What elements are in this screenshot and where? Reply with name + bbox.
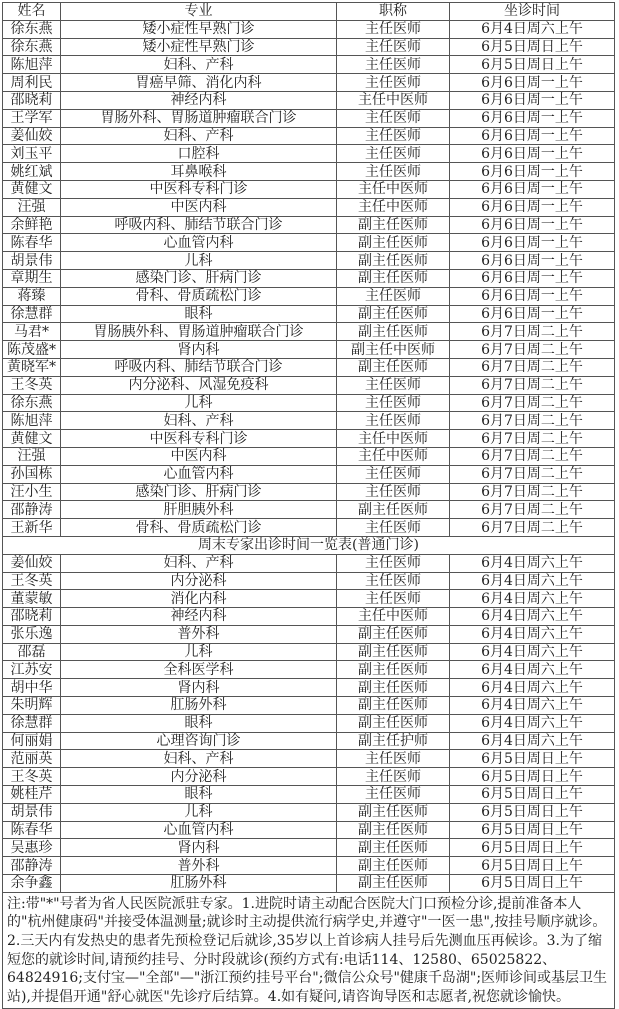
doctor-title: 副主任医师: [337, 216, 450, 234]
clinic-time: 6月5日周日上午: [450, 750, 615, 768]
doctor-name: 陈旭萍: [3, 412, 61, 430]
schedule-sheet: [2, 2, 614, 1009]
doctor-title: 主任医师: [337, 127, 450, 145]
specialty: 矮小症性早熟门诊: [61, 20, 337, 38]
table-row: [3, 519, 615, 537]
doctor-title: 主任医师: [337, 109, 450, 127]
header-name: 姓名: [3, 3, 61, 21]
clinic-time: 6月6日周一上午: [450, 198, 615, 216]
specialty: 感染门诊、肝病门诊: [61, 483, 337, 501]
doctor-name: 姚红斌: [3, 163, 61, 181]
doctor-title: 副主任护师: [337, 732, 450, 750]
doctor-name: 王冬英: [3, 572, 61, 590]
clinic-time: 6月4日周六上午: [450, 679, 615, 697]
table-row: [3, 109, 615, 127]
doctor-title: 主任医师: [337, 750, 450, 768]
doctor-title: 副主任医师: [337, 625, 450, 643]
doctor-name: 徐慧群: [3, 714, 61, 732]
doctor-title: 主任中医师: [337, 608, 450, 626]
specialty: 耳鼻喉科: [61, 163, 337, 181]
specialty: 骨科、骨质疏松门诊: [61, 519, 337, 537]
doctor-name: 刘玉平: [3, 145, 61, 163]
doctor-title: 副主任医师: [337, 875, 450, 893]
doctor-name: 邵磊: [3, 643, 61, 661]
doctor-title: 主任中医师: [337, 447, 450, 465]
weekend-table-row: [3, 697, 615, 715]
specialty: 儿科: [61, 643, 337, 661]
table-row: [3, 91, 615, 109]
weekend-table-row: [3, 875, 615, 893]
doctor-title: 副主任医师: [337, 661, 450, 679]
clinic-time: 6月6日周一上午: [450, 180, 615, 198]
weekend-table-row: [3, 643, 615, 661]
weekend-table-row: [3, 625, 615, 643]
specialty: 内分泌科、风湿免疫科: [61, 376, 337, 394]
doctor-title: 副主任医师: [337, 501, 450, 519]
table-row: [3, 394, 615, 412]
table-row: [3, 216, 615, 234]
clinic-time: 6月4日周六上午: [450, 732, 615, 750]
weekend-table-row: [3, 803, 615, 821]
weekend-table-row: [3, 839, 615, 857]
doctor-title: 主任医师: [337, 554, 450, 572]
weekend-table-row: [3, 679, 615, 697]
doctor-name: 陈茂盛*: [3, 341, 61, 359]
clinic-time: 6月4日周六上午: [450, 554, 615, 572]
weekend-table-row: [3, 857, 615, 875]
table-row: [3, 341, 615, 359]
clinic-time: 6月4日周六上午: [450, 572, 615, 590]
clinic-time: 6月7日周二上午: [450, 394, 615, 412]
table-row: [3, 198, 615, 216]
doctor-name: 吴惠珍: [3, 839, 61, 857]
specialty: 呼吸内科、肺结节联合门诊: [61, 216, 337, 234]
doctor-name: 徐东燕: [3, 394, 61, 412]
doctor-title: 主任医师: [337, 483, 450, 501]
table-row: [3, 501, 615, 519]
doctor-title: 副主任医师: [337, 323, 450, 341]
clinic-time: 6月7日周二上午: [450, 341, 615, 359]
section-banner-row: [3, 536, 615, 554]
doctor-name: 姜仙姣: [3, 554, 61, 572]
specialty: 儿科: [61, 803, 337, 821]
clinic-time: 6月6日周一上午: [450, 252, 615, 270]
doctor-title: 副主任医师: [337, 697, 450, 715]
clinic-time: 6月7日周二上午: [450, 412, 615, 430]
doctor-name: 黄晓军*: [3, 358, 61, 376]
table-row: [3, 20, 615, 38]
doctor-title: 副主任医师: [337, 839, 450, 857]
doctor-name: 汪小生: [3, 483, 61, 501]
doctor-title: 主任医师: [337, 572, 450, 590]
clinic-time: 6月6日周一上午: [450, 74, 615, 92]
clinic-time: 6月6日周一上午: [450, 216, 615, 234]
specialty: 普外科: [61, 625, 337, 643]
doctor-title: 副主任医师: [337, 821, 450, 839]
specialty: 儿科: [61, 394, 337, 412]
weekend-table-row: [3, 554, 615, 572]
clinic-time: 6月7日周二上午: [450, 323, 615, 341]
doctor-title: 主任医师: [337, 287, 450, 305]
doctor-title: 主任医师: [337, 768, 450, 786]
header-specialty: 专业: [61, 3, 337, 21]
clinic-time: 6月6日周一上午: [450, 234, 615, 252]
doctor-name: 邵静涛: [3, 501, 61, 519]
table-row: [3, 252, 615, 270]
footnote: 注:带"*"号者为省人民医院派驻专家。1.进院时请主动配合医院大门口预检分诊,提前准备本人的"杭州健康码"并接受体温测量;就诊时主动提供流行病学史,并遵守"一医一患",按挂号顺序就诊。2.三天内有发热史的患者先预检登记后就诊,35岁以上首诊病人挂号后先测血压再候诊。3.为了缩短您的就诊时间,请预约挂号、分时段就诊(预约方式有:电话114、12580、65025822、64824916;支付宝—"全部"—"浙江预约挂号平台";微信公众号"健康千岛湖";医师诊间或基层卫生站),并提倡开通"舒心就医"先诊疗后结算。4.如有疑问,请咨询导医和志愿者,祝您就诊愉快。: [3, 892, 615, 1009]
doctor-name: 董蒙敏: [3, 590, 61, 608]
specialty: 消化内科: [61, 590, 337, 608]
doctor-title: 主任医师: [337, 376, 450, 394]
table-row: [3, 74, 615, 92]
clinic-time: 6月6日周一上午: [450, 91, 615, 109]
specialty: 普外科: [61, 857, 337, 875]
weekend-table-row: [3, 732, 615, 750]
table-row: [3, 269, 615, 287]
clinic-time: 6月6日周一上午: [450, 127, 615, 145]
specialty: 妇科、产科: [61, 750, 337, 768]
doctor-title: 主任中医师: [337, 180, 450, 198]
doctor-title: 主任医师: [337, 74, 450, 92]
specialty: 眼科: [61, 305, 337, 323]
doctor-name: 周利民: [3, 74, 61, 92]
table-row: [3, 305, 615, 323]
doctor-name: 姚桂芹: [3, 786, 61, 804]
specialty: 眼科: [61, 714, 337, 732]
section-title: 周末专家出诊时间一览表(普通门诊): [3, 536, 615, 554]
clinic-time: 6月7日周二上午: [450, 519, 615, 537]
specialty: 肾内科: [61, 679, 337, 697]
doctor-title: 副主任中医师: [337, 341, 450, 359]
header-row: [3, 3, 615, 21]
weekend-table-row: [3, 590, 615, 608]
clinic-time: 6月6日周一上午: [450, 145, 615, 163]
clinic-time: 6月7日周二上午: [450, 430, 615, 448]
doctor-name: 范丽英: [3, 750, 61, 768]
doctor-title: 主任医师: [337, 519, 450, 537]
doctor-title: 主任医师: [337, 20, 450, 38]
specialty: 肝胆胰外科: [61, 501, 337, 519]
doctor-name: 马君*: [3, 323, 61, 341]
doctor-name: 陈春华: [3, 821, 61, 839]
specialty: 肛肠外科: [61, 875, 337, 893]
header-title: 职称: [337, 3, 450, 21]
specialty: 妇科、产科: [61, 554, 337, 572]
clinic-time: 6月7日周二上午: [450, 465, 615, 483]
table-row: [3, 234, 615, 252]
table-row: [3, 358, 615, 376]
doctor-title: 主任医师: [337, 590, 450, 608]
doctor-name: 蒋臻: [3, 287, 61, 305]
clinic-time: 6月4日周六上午: [450, 625, 615, 643]
table-row: [3, 376, 615, 394]
doctor-name: 陈旭萍: [3, 56, 61, 74]
specialty: 中医内科: [61, 198, 337, 216]
specialty: 胃肠胰外科、胃肠道肿瘤联合门诊: [61, 323, 337, 341]
specialty: 心血管内科: [61, 465, 337, 483]
doctor-title: 主任医师: [337, 38, 450, 56]
clinic-time: 6月4日周六上午: [450, 697, 615, 715]
doctor-title: 主任医师: [337, 56, 450, 74]
weekend-table-row: [3, 661, 615, 679]
table-row: [3, 412, 615, 430]
doctor-title: 副主任医师: [337, 714, 450, 732]
table-row: [3, 163, 615, 181]
clinic-time: 6月7日周二上午: [450, 501, 615, 519]
specialty: 肾内科: [61, 341, 337, 359]
doctor-name: 王新华: [3, 519, 61, 537]
specialty: 全科医学科: [61, 661, 337, 679]
specialty: 神经内科: [61, 91, 337, 109]
doctor-name: 邵晓莉: [3, 608, 61, 626]
weekend-table-row: [3, 786, 615, 804]
specialty: 中医科专科门诊: [61, 180, 337, 198]
doctor-name: 王冬英: [3, 768, 61, 786]
specialty: 矮小症性早熟门诊: [61, 38, 337, 56]
table-row: [3, 180, 615, 198]
clinic-time: 6月6日周一上午: [450, 269, 615, 287]
specialty: 中医科专科门诊: [61, 430, 337, 448]
doctor-name: 徐东燕: [3, 20, 61, 38]
clinic-time: 6月5日周日上午: [450, 839, 615, 857]
doctor-title: 副主任医师: [337, 305, 450, 323]
specialty: 口腔科: [61, 145, 337, 163]
clinic-time: 6月4日周六上午: [450, 643, 615, 661]
weekend-table-row: [3, 714, 615, 732]
specialty: 中医内科: [61, 447, 337, 465]
doctor-title: 副主任医师: [337, 803, 450, 821]
table-row: [3, 38, 615, 56]
doctor-name: 徐慧群: [3, 305, 61, 323]
specialty: 感染门诊、肝病门诊: [61, 269, 337, 287]
doctor-name: 孙国栋: [3, 465, 61, 483]
clinic-time: 6月4日周六上午: [450, 20, 615, 38]
table-row: [3, 287, 615, 305]
doctor-title: 主任医师: [337, 412, 450, 430]
doctor-name: 陈春华: [3, 234, 61, 252]
specialty: 胃癌早筛、消化内科: [61, 74, 337, 92]
clinic-time: 6月5日周日上午: [450, 38, 615, 56]
specialty: 心理咨询门诊: [61, 732, 337, 750]
doctor-title: 主任中医师: [337, 430, 450, 448]
specialty: 肛肠外科: [61, 697, 337, 715]
weekend-table-row: [3, 768, 615, 786]
doctor-title: 副主任医师: [337, 252, 450, 270]
doctor-name: 胡中华: [3, 679, 61, 697]
specialty: 妇科、产科: [61, 56, 337, 74]
clinic-time: 6月7日周二上午: [450, 376, 615, 394]
doctor-name: 朱明辉: [3, 697, 61, 715]
doctor-name: 黄健文: [3, 430, 61, 448]
doctor-title: 副主任医师: [337, 269, 450, 287]
doctor-name: 胡景伟: [3, 252, 61, 270]
doctor-name: 姜仙姣: [3, 127, 61, 145]
doctor-name: 王冬英: [3, 376, 61, 394]
clinic-time: 6月4日周六上午: [450, 661, 615, 679]
doctor-title: 副主任医师: [337, 643, 450, 661]
doctor-name: 邵晓莉: [3, 91, 61, 109]
clinic-time: 6月7日周二上午: [450, 483, 615, 501]
clinic-time: 6月5日周日上午: [450, 875, 615, 893]
doctor-name: 徐东燕: [3, 38, 61, 56]
clinic-time: 6月7日周二上午: [450, 358, 615, 376]
specialty: 神经内科: [61, 608, 337, 626]
clinic-time: 6月4日周六上午: [450, 608, 615, 626]
clinic-time: 6月6日周一上午: [450, 305, 615, 323]
table-row: [3, 127, 615, 145]
table-row: [3, 465, 615, 483]
doctor-title: 副主任医师: [337, 358, 450, 376]
clinic-time: 6月5日周日上午: [450, 857, 615, 875]
specialty: 内分泌科: [61, 572, 337, 590]
doctor-name: 黄健文: [3, 180, 61, 198]
doctor-name: 何丽娟: [3, 732, 61, 750]
specialty: 胃肠外科、胃肠道肿瘤联合门诊: [61, 109, 337, 127]
doctor-title: 副主任医师: [337, 679, 450, 697]
doctor-title: 主任医师: [337, 465, 450, 483]
table-row: [3, 447, 615, 465]
doctor-name: 江苏安: [3, 661, 61, 679]
table-row: [3, 323, 615, 341]
specialty: 肾内科: [61, 839, 337, 857]
doctor-name: 王学军: [3, 109, 61, 127]
weekend-table-row: [3, 608, 615, 626]
specialty: 妇科、产科: [61, 127, 337, 145]
doctor-title: 主任医师: [337, 394, 450, 412]
weekend-table-row: [3, 572, 615, 590]
doctor-name: 余鲜艳: [3, 216, 61, 234]
specialty: 儿科: [61, 252, 337, 270]
doctor-title: 主任医师: [337, 786, 450, 804]
doctor-name: 汪强: [3, 198, 61, 216]
specialty: 内分泌科: [61, 768, 337, 786]
doctor-title: 主任医师: [337, 145, 450, 163]
specialty: 呼吸内科、肺结节联合门诊: [61, 358, 337, 376]
clinic-time: 6月6日周一上午: [450, 287, 615, 305]
specialty: 心血管内科: [61, 821, 337, 839]
schedule-table: [2, 2, 615, 1009]
clinic-time: 6月6日周一上午: [450, 163, 615, 181]
weekend-table-row: [3, 821, 615, 839]
clinic-time: 6月6日周一上午: [450, 109, 615, 127]
specialty: 心血管内科: [61, 234, 337, 252]
clinic-time: 6月7日周二上午: [450, 447, 615, 465]
doctor-name: 余争鑫: [3, 875, 61, 893]
specialty: 骨科、骨质疏松门诊: [61, 287, 337, 305]
specialty: 眼科: [61, 786, 337, 804]
table-row: [3, 145, 615, 163]
doctor-title: 副主任医师: [337, 234, 450, 252]
doctor-title: 主任中医师: [337, 198, 450, 216]
table-row: [3, 430, 615, 448]
clinic-time: 6月4日周六上午: [450, 714, 615, 732]
clinic-time: 6月5日周日上午: [450, 768, 615, 786]
doctor-title: 副主任医师: [337, 857, 450, 875]
note-row: [3, 892, 615, 1009]
weekend-table-row: [3, 750, 615, 768]
clinic-time: 6月5日周日上午: [450, 56, 615, 74]
header-time: 坐诊时间: [450, 3, 615, 21]
doctor-name: 张乐逸: [3, 625, 61, 643]
doctor-title: 主任中医师: [337, 91, 450, 109]
doctor-name: 汪强: [3, 447, 61, 465]
clinic-time: 6月4日周六上午: [450, 590, 615, 608]
clinic-time: 6月5日周日上午: [450, 821, 615, 839]
doctor-name: 胡景伟: [3, 803, 61, 821]
clinic-time: 6月5日周日上午: [450, 786, 615, 804]
doctor-title: 主任医师: [337, 163, 450, 181]
table-row: [3, 56, 615, 74]
doctor-name: 章期生: [3, 269, 61, 287]
clinic-time: 6月5日周日上午: [450, 803, 615, 821]
doctor-name: 邵静涛: [3, 857, 61, 875]
table-row: [3, 483, 615, 501]
specialty: 妇科、产科: [61, 412, 337, 430]
